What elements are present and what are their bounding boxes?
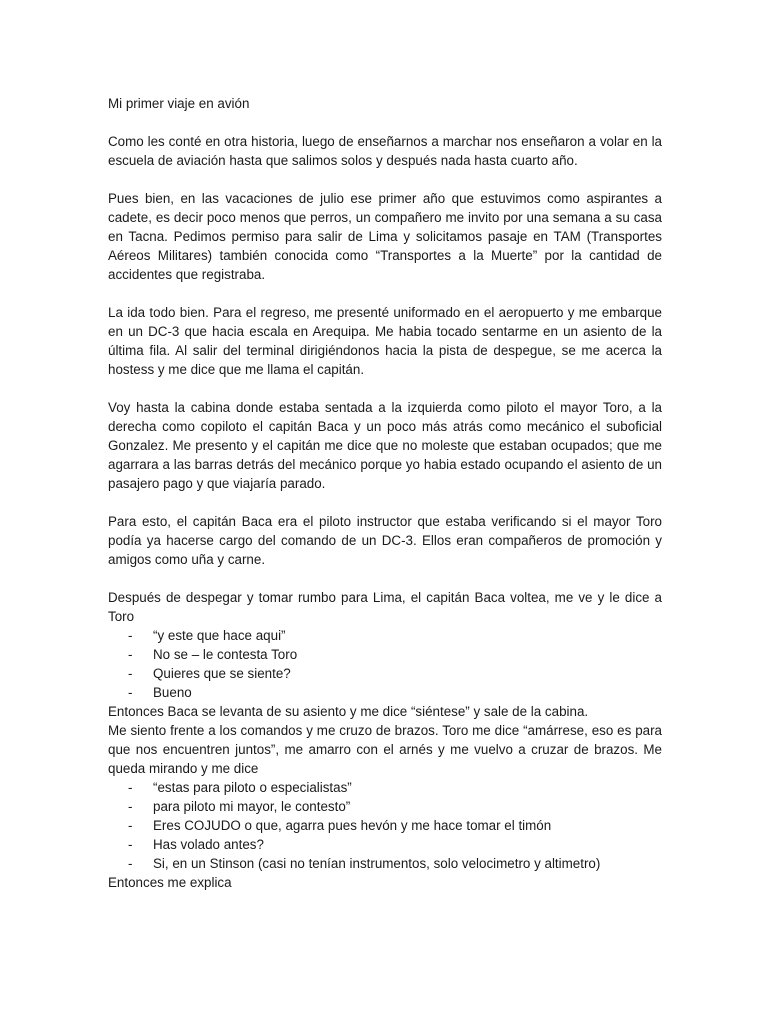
dialogue-list-2 — [108, 778, 662, 873]
paragraph-3: La ida todo bien. Para el regreso, me presenté uniformado en el aeropuerto y me embarque en un DC-3 que hacia escala en Arequipa. Me habia tocado sentarme en un asiento de la última fila. Al salir del terminal dirigiéndonos hacia la pista de despegue, se me acerca la hostess y me dice que me llama el capitán. — [108, 305, 662, 377]
dialogue-line: - Has volado antes? — [108, 835, 662, 854]
dialogue-intro: Después de despegar y tomar rumbo para Lima, el capitán Baca voltea, me ve y le dice a Toro — [108, 590, 662, 624]
dialogue-line: - “estas para piloto o especialistas” — [108, 778, 662, 797]
dialogue-line: - Eres COJUDO o que, agarra pues hevón y me hace tomar el timón — [108, 816, 662, 835]
dialogue-line: - “y este que hace aqui” — [108, 626, 662, 645]
dialogue-line: - No se – le contesta Toro — [108, 645, 662, 664]
narration-line-2: Me siento frente a los comandos y me cruzo de brazos. Toro me dice “amárrese, eso es para que nos encuentren juntos”, me amarro con el arnés y me vuelvo a cruzar de brazos. Me queda mirando y me dice — [108, 723, 662, 776]
paragraph-1: Como les conté en otra historia, luego de enseñarnos a marchar nos enseñaron a volar en la escuela de aviación hasta que salimos solos y después nada hasta cuarto año. — [108, 134, 662, 168]
paragraph-2: Pues bien, en las vacaciones de julio ese primer año que estuvimos como aspirantes a cadete, es decir poco menos que perros, un compañero me invito por una semana a su casa en Tacna. Pedimos permiso para salir de Lima y solicitamos pasaje en TAM (Transportes Aéreos Militares) también conocida como “Transportes a la Muerte” por la cantidad de accidentes que registraba. — [108, 191, 662, 282]
dialogue-line: - Quieres que se siente? — [108, 664, 662, 683]
document-page — [108, 94, 662, 892]
dialogue-line: - para piloto mi mayor, le contesto” — [108, 797, 662, 816]
document-title: Mi primer viaje en avión — [108, 96, 250, 111]
closing-line: Entonces me explica — [108, 875, 232, 890]
paragraph-5: Para esto, el capitán Baca era el piloto instructor que estaba verificando si el mayor Toro podía ya hacerse cargo del comando de un DC-3. Ellos eran compañeros de promoción y amigos como uña y carne. — [108, 514, 662, 567]
narration-line-1: Entonces Baca se levanta de su asiento y me dice “siéntese” y sale de la cabina. — [108, 704, 589, 719]
dialogue-line: - Bueno — [108, 683, 662, 702]
paragraph-4: Voy hasta la cabina donde estaba sentada a la izquierda como piloto el mayor Toro, a la derecha como copiloto el capitán Baca y un poco más atrás como mecánico el suboficial Gonzalez. Me presento y el capitán me dice que no moleste que estaban ocupados; que me agarrara a las barras detrás del mecánico porque yo habia estado ocupando el asiento de un pasajero pago y que viajaría parado. — [108, 400, 662, 491]
dialogue-list-1 — [108, 626, 662, 702]
dialogue-line: - Si, en un Stinson (casi no tenían instrumentos, solo velocimetro y altimetro) — [108, 854, 662, 873]
